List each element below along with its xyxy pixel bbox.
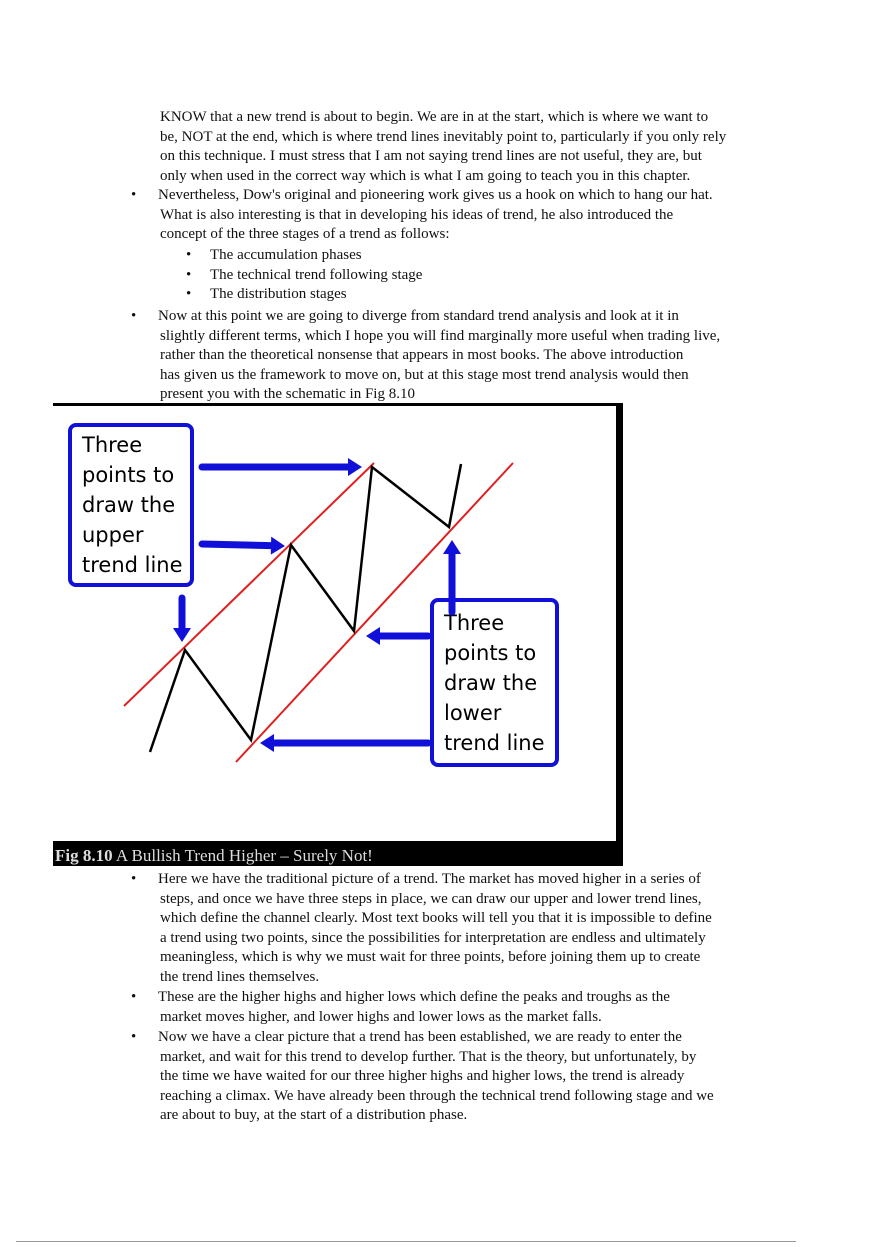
text-line: Nevertheless, Dow's original and pioneering work gives us a hook on which to hang our hat. [158,187,713,203]
bullet-marker: • [131,1029,137,1045]
text-line: market, and wait for this trend to develop further. That is the theory, but unfortunately, by [160,1048,697,1065]
text-line: are about to buy, at the start of a distribution phase. [160,1107,468,1124]
text-line: on this technique. I must stress that I am not saying trend lines are not useful, they are, but [160,148,702,165]
text-line: Here we have the traditional picture of a trend. The market has moved higher in a series of [158,871,701,887]
text-line: present you with the schematic in Fig 8.10 [160,386,415,403]
figure-frame-right [616,403,623,866]
sub-bullet-marker: • [186,286,192,303]
callout-text: points to [444,641,537,665]
text-line: a trend using two points, since the possibilities for interpretation are endless and ultimately [160,929,706,946]
text-line: reaching a climax. We have already been through the technical trend following stage and we [160,1087,714,1104]
sub-bullet-marker: • [186,266,192,283]
text-line: has given us the framework to move on, but at this stage most trend analysis would then [160,366,689,383]
sub-bullet-marker: • [186,247,192,263]
figure-frame-top [53,403,623,406]
bullet-marker: • [131,989,137,1005]
text-line: meaningless, which is why we must wait for three points, before joining them up to create [160,949,701,966]
text-line: rather than the theoretical nonsense that appears in most books. The above introduction [160,347,684,364]
callout-text: points to [82,463,175,487]
bullet-marker: • [131,308,137,324]
text-line: KNOW that a new trend is about to begin. We are in at the start, which is where we want to [160,109,709,125]
bullet-marker: • [131,187,137,203]
sub-bullet-item: The technical trend following stage [210,266,423,283]
callout-text: draw the [82,493,176,517]
callout-text: lower [444,701,502,725]
text-line: steps, and once we have three steps in place, we can draw our upper and lower trend lines, [160,890,702,907]
sub-bullet-item: The accumulation phases [210,247,362,263]
footer-rule [16,1241,796,1242]
text-line: These are the higher highs and higher lows which define the peaks and troughs as the [158,989,670,1005]
callout-text: Three [444,611,505,635]
callout-text: upper [82,523,144,547]
bullet-marker: • [131,871,137,887]
text-line: only when used in the correct way which is what I am going to teach you in this chapter. [160,167,691,184]
text-line: Now we have a clear picture that a trend has been established, we are ready to enter the [158,1029,682,1045]
text-line: the time we have waited for our three higher highs and higher lows, the trend is already [160,1068,685,1085]
text-line: Now at this point we are going to diverge from standard trend analysis and look at it in [158,308,679,324]
text-line: concept of the three stages of a trend as follows: [160,226,450,243]
text-line: market moves higher, and lower highs and lower lows as the market falls. [160,1008,602,1025]
text-line: the trend lines themselves. [160,969,320,985]
callout-text: Three [82,433,143,457]
text-line: be, NOT at the end, which is where trend lines inevitably point to, particularly if you only rely [160,128,727,145]
text-line: which define the channel clearly. Most text books will tell you that it is impossible to define [160,910,712,927]
figure-8-10 [53,403,623,866]
text-line: What is also interesting is that in developing his ideas of trend, he also introduced the [160,206,674,223]
callout-text: trend line [82,553,183,577]
callout-text: trend line [444,731,545,755]
text-line: slightly different terms, which I hope you will find marginally more useful when trading live, [160,327,721,344]
sub-bullet-item: The distribution stages [210,286,347,303]
figure-caption: Fig 8.10 A Bullish Trend Higher – Surely Not! [55,846,373,865]
callout-text: draw the [444,671,538,695]
